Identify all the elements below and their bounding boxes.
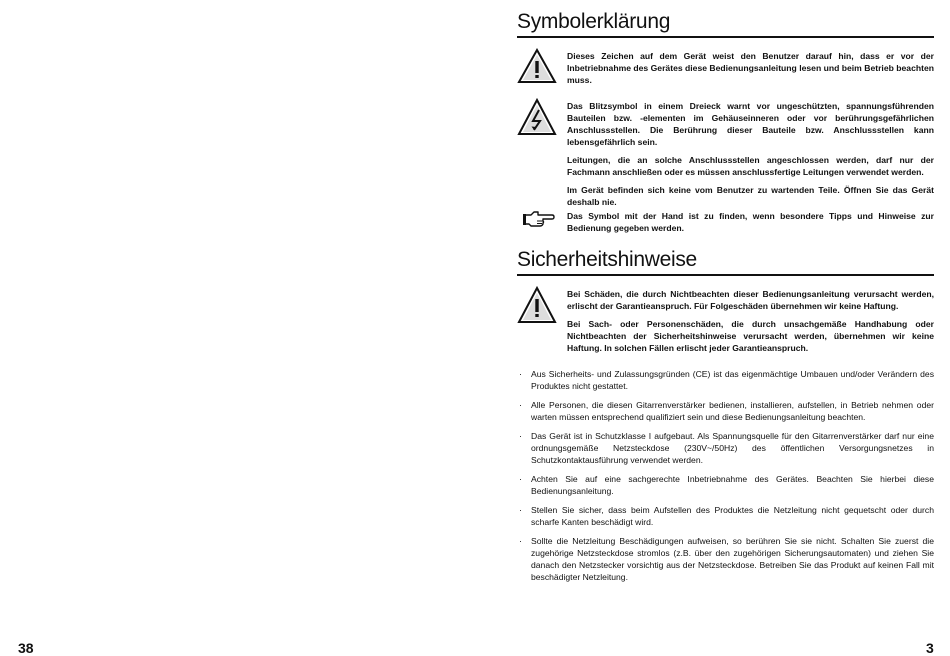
list-item [517, 399, 934, 423]
safety-warning-paragraph: Bei Sach- oder Personenschäden, die durch unsachgemäße Handhabung oder Nichtbeachten der Sicherheitshinweise verursacht werden, übernehmen wir keine Haftung. In solchen Fällen erlischt jeder Garantieanspruch. [567, 319, 934, 353]
section-title-symbolerklaerung: Symbolerklärung [517, 10, 934, 38]
bullet-marker: · [519, 431, 522, 441]
lightning-paragraph: Leitungen, die an solche Anschlussstellen angeschlossen werden, darf nur der Fachmann anschließen oder es müssen anschlussfertige Leitungen verwendet werden. [567, 155, 934, 177]
bullet-marker: · [519, 474, 522, 484]
lightning-paragraph: Im Gerät befinden sich keine vom Benutzer zu wartenden Teile. Öffnen Sie das Gerät deshalb nie. [567, 185, 934, 207]
lightning-notice [517, 98, 934, 208]
list-item [517, 535, 934, 583]
bullet-marker: · [519, 400, 522, 410]
hand-notice [517, 210, 934, 236]
bullet-text: Aus Sicherheits- und Zulassungsgründen (CE) ist das eigenmächtige Umbauen und/oder Verändern des Produktes nicht gestattet. [531, 369, 934, 391]
bullet-marker: · [519, 505, 522, 515]
list-item [517, 430, 934, 466]
safety-warning-notice [517, 286, 934, 358]
exclamation-notice-text: Dieses Zeichen auf dem Gerät weist den Benutzer darauf hin, dass er vor der Inbetriebnahme des Gerätes diese Bedienungsanleitung lesen und beim Betrieb beachten muss. [567, 51, 934, 85]
warning-exclamation-icon [517, 48, 557, 89]
lightning-warning-icon [517, 98, 557, 141]
exclamation-notice [517, 48, 934, 86]
page-number-right: 3 [926, 640, 934, 656]
bullet-text: Alle Personen, die diesen Gitarrenverstärker bedienen, installieren, aufstellen, in Betrieb nehmen oder warten müssen entsprechend qualifiziert sein und diese Bedienungsanleitung beachten. [531, 400, 934, 422]
safety-warning-paragraph: Bei Schäden, die durch Nichtbeachten dieser Bedienungsanleitung verursacht werden, erlischt der Garantieanspruch. Für Folgeschäden übernehmen wir keine Haftung. [567, 289, 934, 311]
pointing-hand-icon [523, 210, 555, 233]
list-item [517, 473, 934, 497]
bullet-text: Stellen Sie sicher, dass beim Aufstellen des Produktes die Netzleitung nicht gequetscht oder durch scharfe Kanten beschädigt wird. [531, 505, 934, 527]
warning-exclamation-icon [517, 286, 557, 329]
bullet-marker: · [519, 369, 522, 379]
bullet-text: Achten Sie auf eine sachgerechte Inbetriebnahme des Gerätes. Beachten Sie hierbei diese Bedienungsanleitung. [531, 474, 934, 496]
safety-bullet-list [517, 368, 934, 590]
section-title-sicherheitshinweise: Sicherheitshinweise [517, 248, 934, 276]
lightning-paragraph: Das Blitzsymbol in einem Dreieck warnt vor ungeschützten, spannungsführenden Bauteilen bzw. -elementen im Gehäuseinneren oder vor berührungsgefährlichen Anschlussstellen. Die Berührung dieser Bauteile bzw. Anschlussstellen kann lebensgefährlich sein. [567, 101, 934, 147]
list-item [517, 368, 934, 392]
list-item [517, 504, 934, 528]
page-number-left: 38 [18, 640, 34, 656]
bullet-text: Das Gerät ist in Schutzklasse I aufgebaut. Als Spannungsquelle für den Gitarrenverstärker darf nur eine ordnungsgemäße Netzsteckdose (230V~/50Hz) des öffentlichen Versorgungsnetzes in Schutzkontaktausführung verwendet werden. [531, 431, 934, 465]
hand-notice-text: Das Symbol mit der Hand ist zu finden, wenn besondere Tipps und Hinweise zur Bedienung gegeben werden. [567, 211, 934, 233]
bullet-text: Sollte die Netzleitung Beschädigungen aufweisen, so berühren Sie sie nicht. Schalten Sie zuerst die zugehörige Netzsteckdose stromlos (z.B. über den zugehörigen Sicherungsautomaten) und ziehen Sie danach den Netzstecker vorsichtig aus der Netzsteckdose. Betreiben Sie das Produkt auf keinen Fall mit beschädigter Netzleitung. [531, 536, 934, 582]
bullet-marker: · [519, 536, 522, 546]
